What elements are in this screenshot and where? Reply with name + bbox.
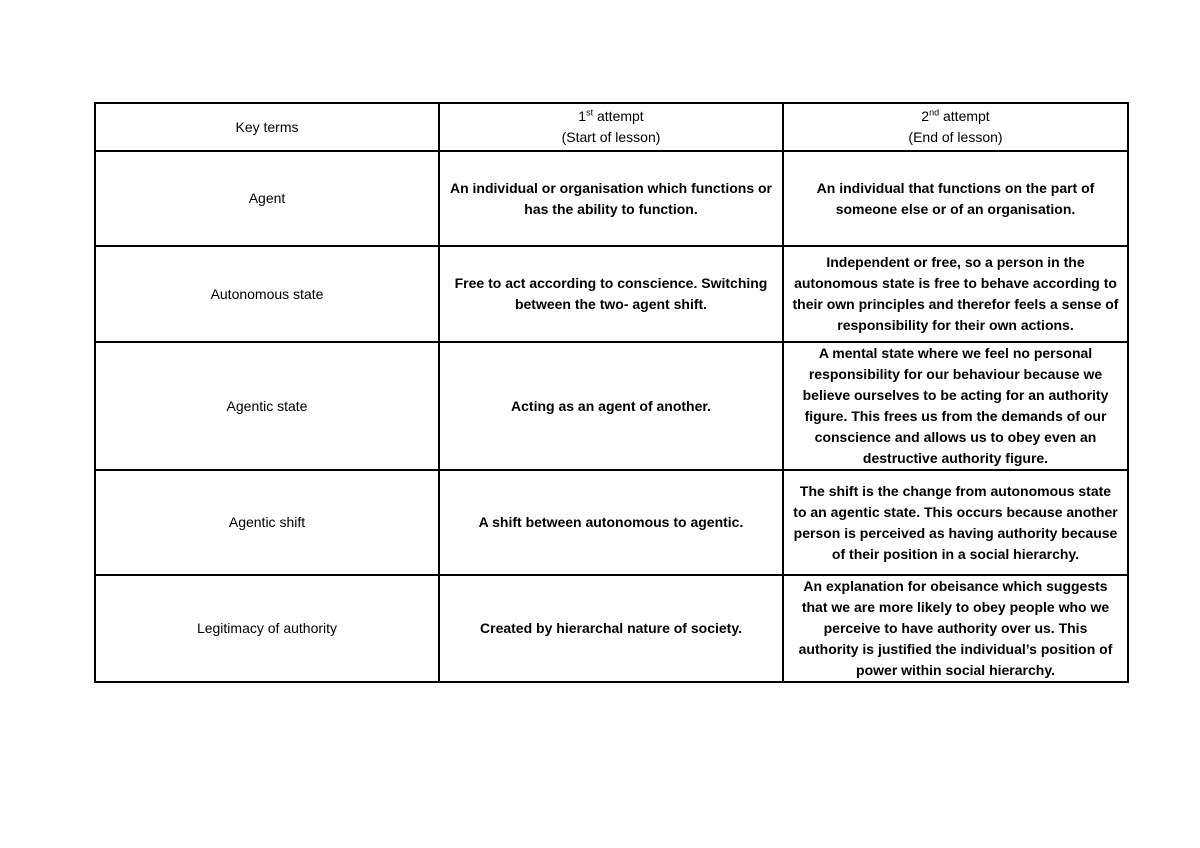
table-row	[95, 342, 1128, 470]
first-attempt-cell: Free to act according to conscience. Switching between the two- agent shift.	[439, 246, 783, 342]
first-attempt-cell: Created by hierarchal nature of society.	[439, 575, 783, 682]
header-second-attempt	[783, 103, 1128, 151]
second-attempt-cell: The shift is the change from autonomous state to an agentic state. This occurs because another person is perceived as having authority because of their position in a social hierarchy.	[783, 470, 1128, 575]
header-second-attempt-suffix: nd	[929, 107, 940, 118]
key-terms-table	[94, 102, 1129, 683]
term-cell: Agent	[95, 151, 439, 246]
term-cell: Autonomous state	[95, 246, 439, 342]
header-first-attempt-word: attempt	[593, 108, 644, 124]
term-cell: Legitimacy of authority	[95, 575, 439, 682]
table-row	[95, 470, 1128, 575]
term-cell: Agentic shift	[95, 470, 439, 575]
term-cell: Agentic state	[95, 342, 439, 470]
table-row	[95, 246, 1128, 342]
first-attempt-cell: An individual or organisation which functions or has the ability to function.	[439, 151, 783, 246]
first-attempt-cell: Acting as an agent of another.	[439, 342, 783, 470]
second-attempt-cell: An explanation for obeisance which suggests that we are more likely to obey people who we perceive to have authority over us. This authority is justified the individual’s position of power within social hierarchy.	[783, 575, 1128, 682]
header-second-attempt-word: attempt	[939, 108, 990, 124]
header-key-terms	[95, 103, 439, 151]
header-second-attempt-number: 2	[921, 108, 930, 124]
table-row	[95, 151, 1128, 246]
header-first-attempt-title	[448, 106, 774, 127]
header-first-attempt-suffix: st	[586, 107, 594, 118]
table-row	[95, 575, 1128, 682]
table-header-row	[95, 103, 1128, 151]
first-attempt-cell: A shift between autonomous to agentic.	[439, 470, 783, 575]
second-attempt-cell: An individual that functions on the part of someone else or of an organisation.	[783, 151, 1128, 246]
header-second-attempt-subtitle: (End of lesson)	[908, 129, 1003, 145]
header-key-terms-label: Key terms	[235, 118, 299, 135]
header-first-attempt-number: 1	[578, 108, 587, 124]
header-first-attempt-subtitle: (Start of lesson)	[561, 129, 661, 145]
header-second-attempt-title	[792, 106, 1119, 127]
header-first-attempt	[439, 103, 783, 151]
second-attempt-cell: Independent or free, so a person in the autonomous state is free to behave according to their own principles and therefor feels a sense of responsibility for their own actions.	[783, 246, 1128, 342]
second-attempt-cell: A mental state where we feel no personal responsibility for our behaviour because we believe ourselves to be acting for an authority figure. This frees us from the demands of our conscience and allows us to obey even an destructive authority figure.	[783, 342, 1128, 470]
